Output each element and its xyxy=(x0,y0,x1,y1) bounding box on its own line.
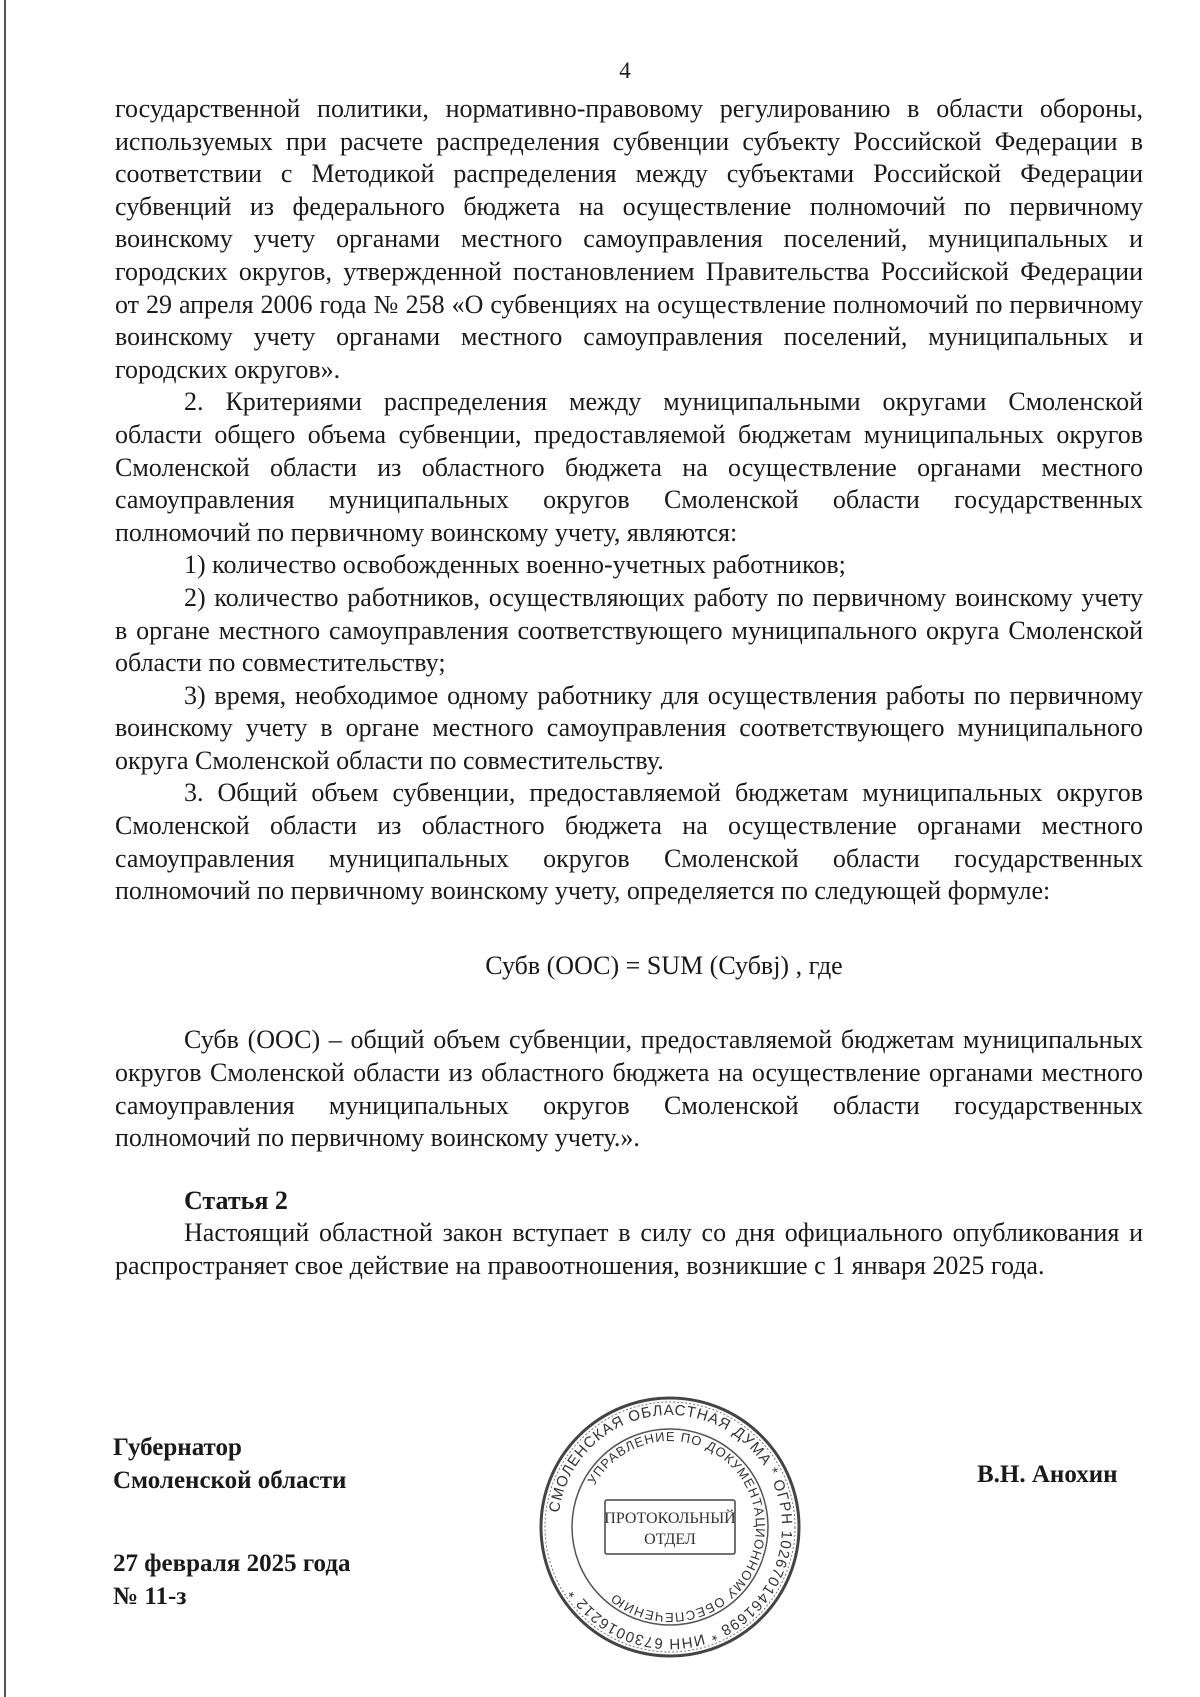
article-text: Настоящий областной закон вступает в силу со дня официального опубликования и распространяет свое действие на правоотношения, возникшие с 1 января 2025 года. xyxy=(115,1218,1143,1280)
paragraph-total-volume: 3. Общий объем субвенции, предоставляемой бюджетам муниципальных округов Смоленской области из областного бюджета на осуществление органами местного самоуправления муниципальных округов Смоленской области государственных полномочий по первичному воинскому учету, определяется по следующей формуле: xyxy=(115,778,1143,906)
signature-date: 27 февраля 2025 года xyxy=(113,1550,351,1577)
stamp-inner-text: УПРАВЛЕНИЕ ПО ДОКУМЕНТАЦИОННОМУ ОБЕСПЕЧЕНИЮ xyxy=(584,1428,769,1626)
signature-position-line1: Губернатор xyxy=(113,1434,242,1461)
list-item-2: 2) количество работников, осуществляющих работу по первичному воинскому учету в органе местного самоуправления соответствующего муниципального округа Смоленской области по совместительству; xyxy=(115,582,1143,678)
signature-name: В.Н. Анохин xyxy=(977,1461,1118,1488)
formula: Субв (ООС) = SUM (Субвj) , где xyxy=(485,950,843,980)
official-stamp xyxy=(535,1392,805,1662)
formula-explanation: Субв (ООС) – общий объем субвенции, предоставляемой бюджетам муниципальных округов Смоленской области из областного бюджета на осуществление органами местного самоуправления муниципальных округов Смоленской области государственных полномочий по первичному воинскому учету.». xyxy=(115,1025,1143,1153)
stamp-center-line1: ПРОТОКОЛЬНЫЙ xyxy=(604,1510,736,1527)
list-item-1: 1) количество освобожденных военно-учетных работников; xyxy=(184,550,846,580)
signature-position-line2: Смоленской области xyxy=(113,1467,347,1494)
page-number: 4 xyxy=(619,58,631,83)
article-title: Статья 2 xyxy=(184,1185,288,1215)
stamp-center-line2: ОТДЕЛ xyxy=(644,1531,696,1548)
paragraph-criteria: 2. Критериями распределения между муниципальными округами Смоленской области общего объема субвенции, предоставляемой бюджетам муниципальных округов Смоленской области из областного бюджета на осуществление органами местного самоуправления муниципальных округов Смоленской области государственных полномочий по первичному воинскому учету, являются: xyxy=(115,387,1143,547)
signature-number: № 11-з xyxy=(113,1583,187,1610)
list-item-3: 3) время, необходимое одному работнику для осуществления работы по первичному воинскому учету в органе местного самоуправления соответствующего муниципального округа Смоленской области по совместительству. xyxy=(115,680,1143,775)
paragraph-continuation: государственной политики, нормативно-правовому регулированию в области обороны, используемых при расчете распределения субвенции субъекту Российской Федерации в соответствии с Методикой распределения между субъектами Российской Федерации субвенций из федерального бюджета на осуществление полномочий по первичному воинскому учету органами местного самоуправления поселений, муниципальных и городских округов, утвержденной постановлением Правительства Российской Федерации от 29 апреля 2006 года № 258 «О субвенциях на осуществление полномочий по первичному воинскому учету органами местного самоуправления поселений, муниципальных и городских округов». xyxy=(115,94,1143,384)
stamp-seal-icon xyxy=(535,1392,805,1662)
stamp-outer-text: СМОЛЕНСКАЯ ОБЛАСТНАЯ ДУМА * ОГРН 1026701461698 * ИНН 6730016212 * xyxy=(545,1401,796,1653)
page-edge-line xyxy=(4,0,6,1697)
signature-block xyxy=(113,1431,350,1613)
document-body xyxy=(115,93,1143,1283)
